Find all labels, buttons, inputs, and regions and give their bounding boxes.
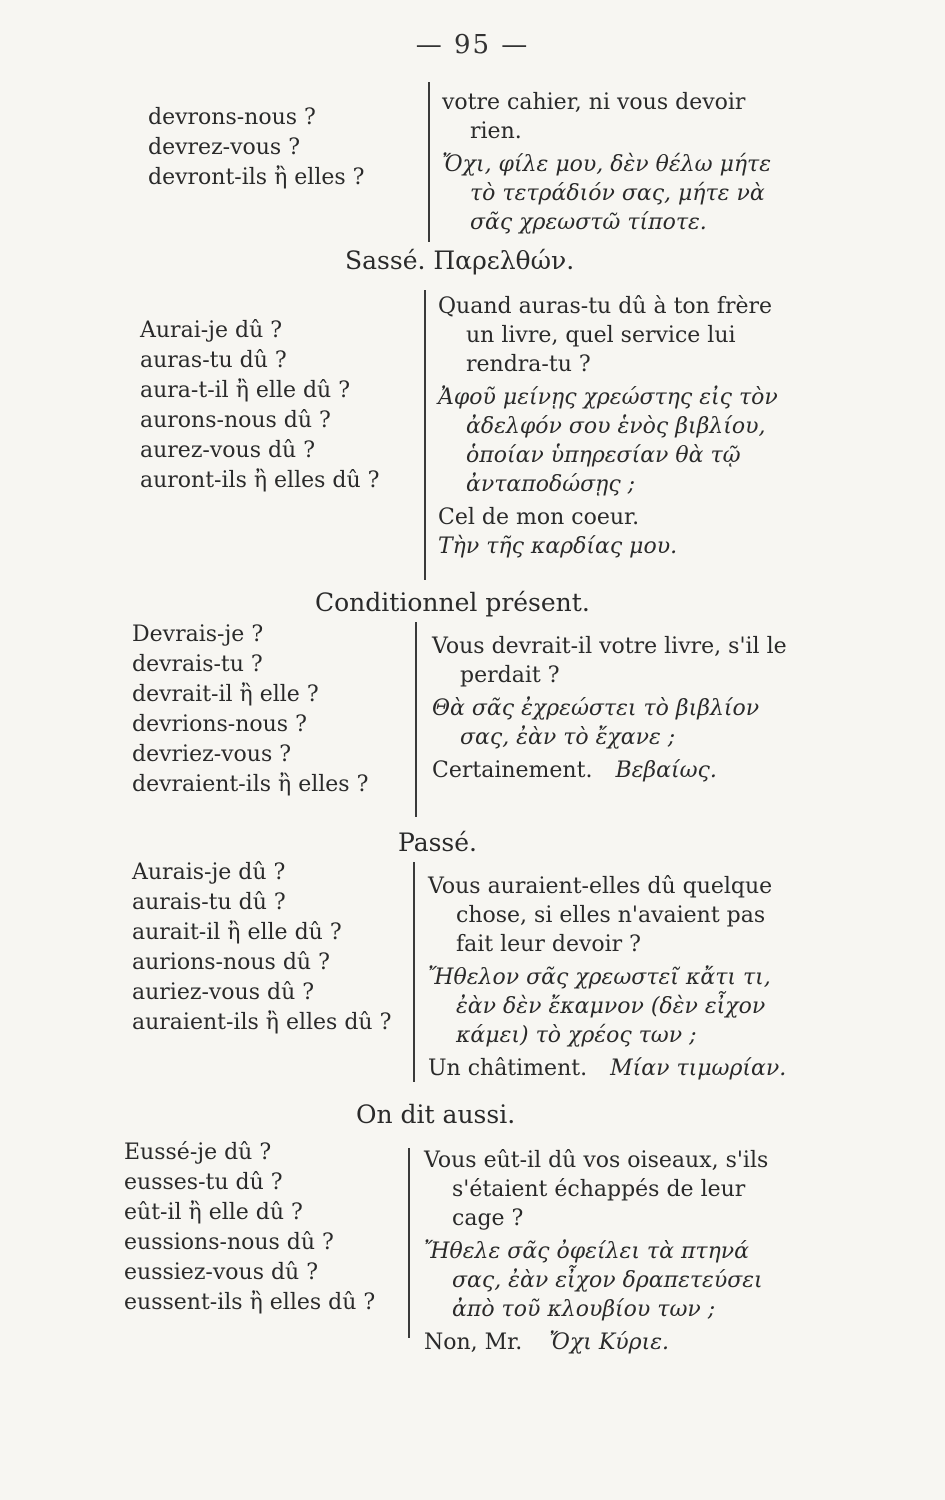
conjugation-list xyxy=(124,1138,404,1318)
french-sentence: Vous devrait-il votre livre, s'il le perdait ? xyxy=(432,634,787,688)
section-heading: On dit aussi. xyxy=(356,1100,516,1129)
verb-form: Aurai-je dû ? xyxy=(140,318,283,343)
french-sentence: Vous eût-il dû vos oiseaux, s'ils s'étaient échappés de leur cage ? xyxy=(424,1148,769,1231)
verb-form: eussiez-vous dû ? xyxy=(124,1260,319,1285)
example-block xyxy=(438,292,798,561)
verb-form: aurait-il ἢ elle dû ? xyxy=(132,920,342,945)
greek-sentence: Ἀφοῦ μείνῃς χρεώστης εἰς τὸν ἀδελφόν σου ἑνὸς βιβλίου, ὁποίαν ὑπηρεσίαν θὰ τῷ ἀνταποδώσῃς ; xyxy=(438,385,778,497)
verb-form: auront-ils ἢ elles dû ? xyxy=(140,468,380,493)
conjugation-list xyxy=(132,858,407,1038)
answer-french: Non, Mr. xyxy=(424,1330,523,1355)
verb-form: devrait-il ἢ elle ? xyxy=(132,682,319,707)
example-block xyxy=(428,872,798,1083)
verb-form: aura-t-il ἢ elle dû ? xyxy=(140,378,351,403)
column-divider xyxy=(415,622,417,817)
french-sentence: Quand auras-tu dû à ton frère un livre, quel service lui rendra-tu ? xyxy=(438,294,773,377)
answer-french: Un châtiment. xyxy=(428,1056,588,1081)
column-divider xyxy=(408,1148,410,1338)
conjugation-list xyxy=(132,620,407,800)
verb-form: Devrais-je ? xyxy=(132,622,264,647)
section-heading: Passé. xyxy=(398,828,478,857)
conjugation-list xyxy=(148,103,408,193)
column-divider xyxy=(424,290,426,580)
verb-form: eût-il ἢ elle dû ? xyxy=(124,1200,303,1225)
answer-french: Certainement. xyxy=(432,758,593,783)
verb-form: devraient-ils ἢ elles ? xyxy=(132,772,369,797)
french-sentence: votre cahier, ni vous devoir rien. xyxy=(442,90,746,144)
verb-form: eusses-tu dû ? xyxy=(124,1170,283,1195)
example-block xyxy=(432,632,802,785)
greek-sentence: Θὰ σᾶς ἐχρεώστει τὸ βιβλίον σας, ἐὰν τὸ ἔχανε ; xyxy=(432,696,760,750)
answer-french: Cel de mon coeur. xyxy=(438,505,640,530)
answer-greek: Βεβαίως. xyxy=(615,758,717,783)
answer-greek: Τὴν τῆς καρδίας μου. xyxy=(438,534,678,559)
section-heading: Sassé. Παρελθών. xyxy=(345,246,575,275)
verb-form: auras-tu dû ? xyxy=(140,348,287,373)
verb-form: aurons-nous dû ? xyxy=(140,408,331,433)
french-sentence: Vous auraient-elles dû quelque chose, si elles n'avaient pas fait leur devoir ? xyxy=(428,874,773,957)
answer-greek: Ὄχι Κύριε. xyxy=(549,1330,670,1355)
answer-line xyxy=(432,756,802,785)
verb-form: aurez-vous dû ? xyxy=(140,438,316,463)
page-number: — 95 — xyxy=(415,30,530,60)
verb-form: devriez-vous ? xyxy=(132,742,292,767)
greek-sentence: Ἤθελε σᾶς ὀφείλει τὰ πτηνά σας, ἐὰν εἶχον δραπετεύσει ἀπὸ τοῦ κλουβίου των ; xyxy=(424,1239,763,1322)
answer-line xyxy=(428,1054,798,1083)
section-heading: Conditionnel présent. xyxy=(315,588,590,617)
verb-form: devrez-vous ? xyxy=(148,135,301,160)
greek-sentence: Ἤθελον σᾶς χρεωστεῖ κἄτι τι, ἐὰν δὲν ἔκαμνον (δὲν εἶχον κάμει) τὸ χρέος των ; xyxy=(428,965,771,1048)
verb-form: devront-ils ἢ elles ? xyxy=(148,165,365,190)
greek-sentence: Ὄχι, φίλε μου, δὲν θέλω μήτε τὸ τετράδιόν σας, μήτε νὰ σᾶς χρεωστῶ τίποτε. xyxy=(442,152,772,235)
example-block xyxy=(442,88,802,237)
verb-form: auriez-vous dû ? xyxy=(132,980,315,1005)
example-block xyxy=(424,1146,799,1357)
answer-greek: Μίαν τιμωρίαν. xyxy=(610,1056,787,1081)
verb-form: eussions-nous dû ? xyxy=(124,1230,334,1255)
verb-form: Eussé-je dû ? xyxy=(124,1140,272,1165)
column-divider xyxy=(428,82,430,242)
verb-form: Aurais-je dû ? xyxy=(132,860,286,885)
verb-form: devrais-tu ? xyxy=(132,652,263,677)
column-divider xyxy=(413,862,415,1082)
verb-form: devrons-nous ? xyxy=(148,105,316,130)
verb-form: devrions-nous ? xyxy=(132,712,307,737)
verb-form: aurais-tu dû ? xyxy=(132,890,286,915)
answer-line xyxy=(424,1328,799,1357)
verb-form: eussent-ils ἢ elles dû ? xyxy=(124,1290,376,1315)
verb-form: auraient-ils ἢ elles dû ? xyxy=(132,1010,392,1035)
conjugation-list xyxy=(140,316,410,496)
verb-form: aurions-nous dû ? xyxy=(132,950,330,975)
